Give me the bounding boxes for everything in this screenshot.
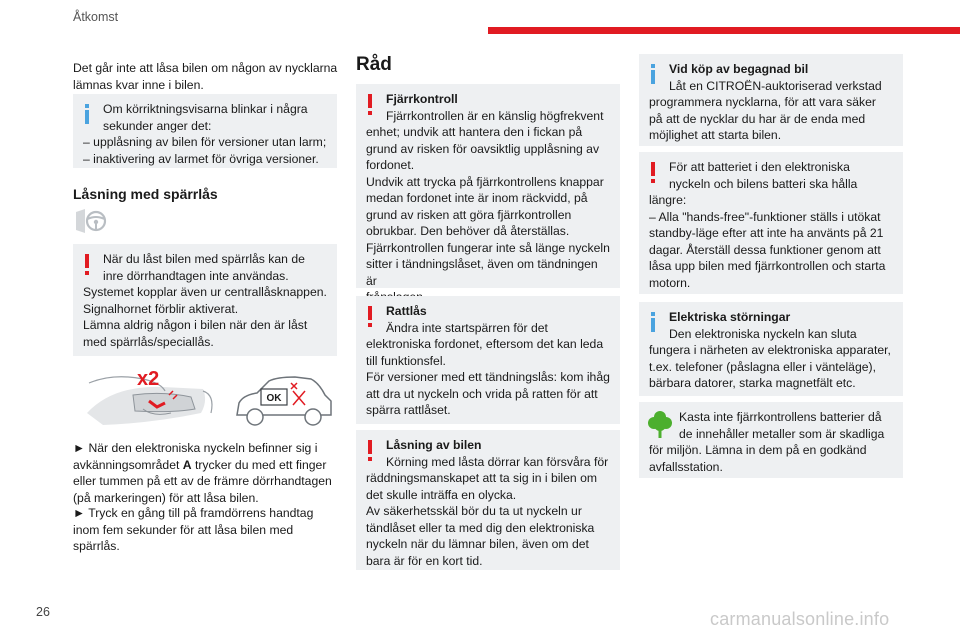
warning-box-deadlock: När du låst bilen med spärrlås kan de inre dörrhandtagen inte användas. Systemet kopplar även ur centrallåsknappen. Signalhornet förblir aktiverat. Lämna aldrig någon i bilen när den är låst med spärrlås/speciallås.	[73, 244, 337, 356]
warning-icon	[648, 162, 658, 184]
page-number: 26	[36, 605, 50, 619]
section-heading-deadlock: Låsning med spärrlås	[73, 186, 218, 202]
warning-icon	[82, 254, 92, 276]
tree-environment-icon	[647, 410, 673, 438]
ok-label: OK	[266, 393, 282, 404]
warning-icon	[365, 94, 375, 116]
intro-text: Det går inte att låsa bilen om någon av nycklarna lämnas kvar inne i bilen.	[73, 61, 338, 92]
header-accent-bar	[488, 27, 960, 34]
watermark: carmanualsonline.info	[710, 609, 890, 629]
advice-heading: Råd	[356, 54, 392, 75]
steering-wheel-icon	[75, 208, 107, 234]
warning-box-locking: Låsning av bilen Körning med låsta dörrar kan försvåra för räddningsmanskapet att ta sig in i bilen om det skulle inträffa en olycka. Av säkerhetsskäl bör du ta ut nyckeln ur tändlåset eller ta med dig den elektroniska nyckeln när du lämnar bilen, även om det bara är för en kort tid.	[356, 430, 620, 570]
step-two-text: ► Tryck en gång till på framdörrens handtag inom fem sekunder för att låsa bilen med spärrlås.	[73, 506, 314, 553]
step-one-text: ► När den elektroniska nyckeln befinner sig i avkänningsområdet A trycker du med ett finger eller tummen på ett av de främre dörrhandtagen (på markeringen) för att låsa bilen.	[73, 441, 332, 505]
door-handle-illustration	[73, 365, 337, 433]
info-box-indicators: Om körriktningsvisarna blinkar i några sekunder anger det: – upplåsning av bilen för versioner utan larm; – inaktivering av larmet för övriga versioner.	[73, 94, 337, 168]
info-box-used-car: Vid köp av begagnad bil Låt en CITROËN-auktoriserad verkstad programmera nycklarna, för att vara säker på att de nycklar du har är de enda med möjlighet att starta bilen.	[639, 54, 903, 146]
environment-box-batteries: Kasta inte fjärrkontrollens batterier då de innehåller metaller som är skadliga för miljön. Lämna in dem på en godkänd avfallsstation.	[639, 402, 903, 478]
warning-icon	[365, 306, 375, 328]
press-count-label: x2	[137, 368, 160, 390]
warning-icon	[365, 440, 375, 462]
warning-box-steering-lock: Rattlås Ändra inte startspärren för det elektroniska fordonet, eftersom det kan leda till funktionsfel. För versioner med ett tändningslås: kom ihåg att dra ut nyckeln och vrida på ratten för att spärra rattlåset.	[356, 296, 620, 424]
info-icon	[82, 104, 92, 124]
info-icon	[648, 312, 658, 332]
section-title: Åtkomst	[73, 10, 119, 24]
info-icon	[648, 64, 658, 84]
warning-box-battery: För att batteriet i den elektroniska nyckeln och bilens batteri ska hålla längre: – Alla "hands-free"-funktioner ställs i utökat standby-läge efter att inte ha använts på 21 dagar. Återställ dessa funktioner genom att låsa upp bilen med fjärrkontrollen och starta motorn.	[639, 152, 903, 294]
info-box-interference: Elektriska störningar Den elektroniska nyckeln kan sluta fungera i närheten av elektroniska apparater, t.ex. telefoner (påslagna eller i vänteläge), bärbara datorer, starka magnetfält etc.	[639, 302, 903, 396]
warning-box-remote: Fjärrkontroll Fjärrkontrollen är en känslig högfrekvent enhet; undvik att hantera den i fickan på grund av risken för oavsiktlig upplåsning av fordonet. Undvik att trycka på fjärrkontrollens knappar medan fordonet inte är inom räckvidd, på grund av risken att göra fjärrkontrollen obrukbar. Den behöver då återställas. Fjärrkontrollen fungerar inte så länge nyckeln sitter i tändningslåset, även om tändningen är	[356, 84, 620, 288]
